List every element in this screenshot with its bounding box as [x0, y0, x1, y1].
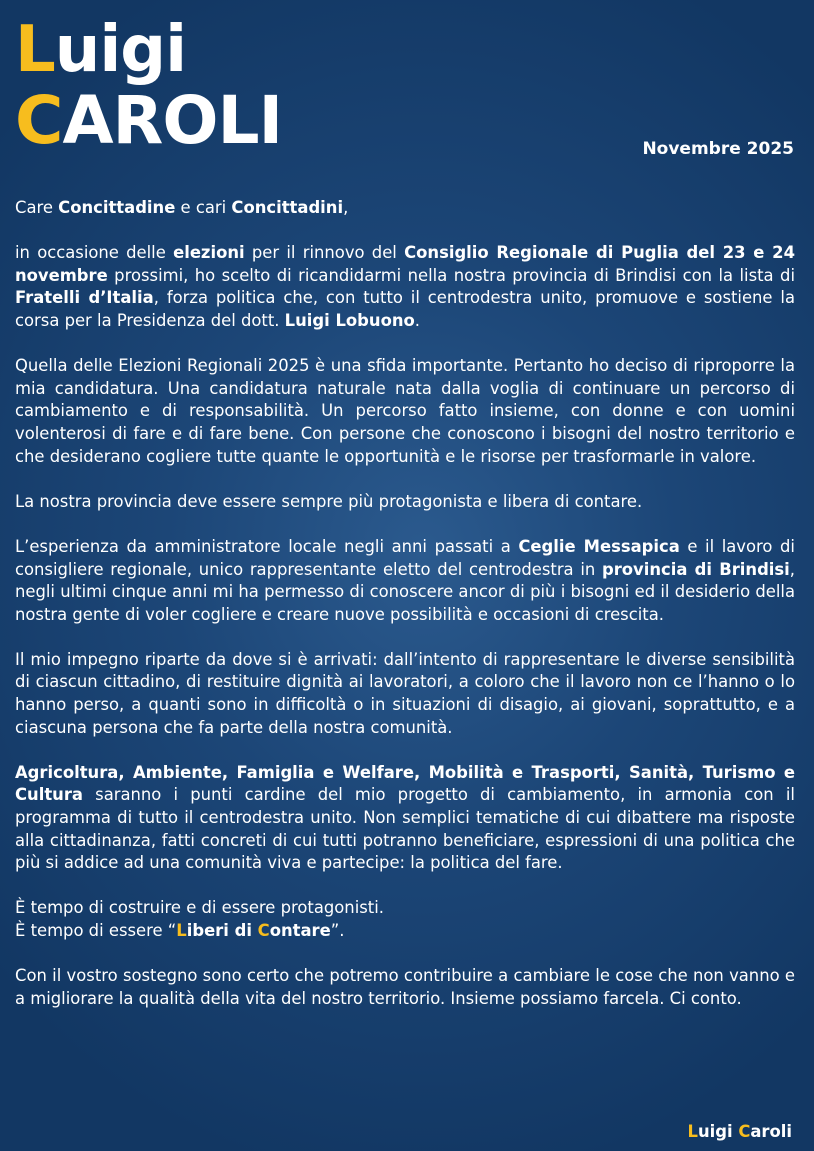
salutation: Care Concittadine e cari Concittadini, — [15, 198, 349, 217]
paragraph-intro: in occasione delle elezioni per il rinnovo del Consiglio Regionale di Puglia del 23 e 24 novembre prossimi, ho scelto di ricandidarmi nella nostra provincia di Brindisi con la lista di Fratelli d’Italia, forza politica che, con tutto il centrodestra unito, promuove e sostiene la corsa per la Presidenza del dott. Luigi Lobuono. — [15, 243, 795, 330]
candidate-name-title — [15, 13, 283, 159]
letter-body — [15, 197, 795, 1010]
paragraph-commitment: Il mio impegno riparte da dove si è arrivati: dall’intento di rappresentare le diverse sensibilità di ciascun cittadino, di restituire dignità ai lavoratori, a coloro che il lavoro non ce l’hanno o lo hanno perso, a quanti sono in difficoltà o in situazioni di disagio, ai giovani, soprattutto, e a ciascuna persona che fa parte della nostra comunità. — [15, 649, 795, 737]
paragraph-province: La nostra provincia deve essere sempre più protagonista e libera di contare. — [15, 491, 643, 511]
paragraph-slogan: È tempo di costruire e di essere protagonisti. È tempo di essere “Liberi di Contare”. — [15, 898, 384, 940]
paragraph-program: Agricoltura, Ambiente, Famiglia e Welfare, Mobilità e Trasporti, Sanità, Turismo e Cultura saranno i punti cardine del mio progetto di cambiamento, in armonia con il programma di tutto il centrodestra unito. Non semplici tematiche di cui dibattere ma risposte alla cittadinanza, fatti concreti di cui tutti potranno beneficiare, espressioni di una politica che più si addice ad una comunità viva e partecipe: la politica del fare. — [15, 762, 795, 873]
last-name: CAROLI — [15, 82, 283, 159]
paragraph-experience: L’esperienza da amministratore locale negli anni passati a Ceglie Messapica e il lavoro di consigliere regionale, unico rappresentante eletto del centrodestra in provincia di Brindisi, negli ultimi cinque anni mi ha permesso di conoscere ancor di più i bisogni ed il desiderio della nostra gente di voler cogliere e creare nuove possibilità e occasioni di crescita. — [15, 536, 796, 624]
letter-date: Novembre 2025 — [642, 139, 794, 159]
paragraph-closing: Con il vostro sostegno sono certo che potremo contribuire a cambiare le cose che non vanno e a migliorare la qualità della vita del nostro territorio. Insieme possiamo farcela. Ci conto. — [15, 966, 795, 1008]
first-name: Luigi — [15, 13, 187, 87]
paragraph-candidacy: Quella delle Elezioni Regionali 2025 è una sfida importante. Pertanto ho deciso di riproporre la mia candidatura. Una candidatura naturale nata dalla voglia di continuare un percorso di cambiamento e di responsabilità. Un percorso fatto insieme, con donne e con uomini volenterosi di fare e di fare bene. Con persone che conoscono i bisogni del nostro territorio e che desiderano cogliere tutte quante le opportunità e le risorse per trasformarle in valore. — [15, 356, 795, 466]
signature: Luigi Caroli — [687, 1122, 792, 1141]
